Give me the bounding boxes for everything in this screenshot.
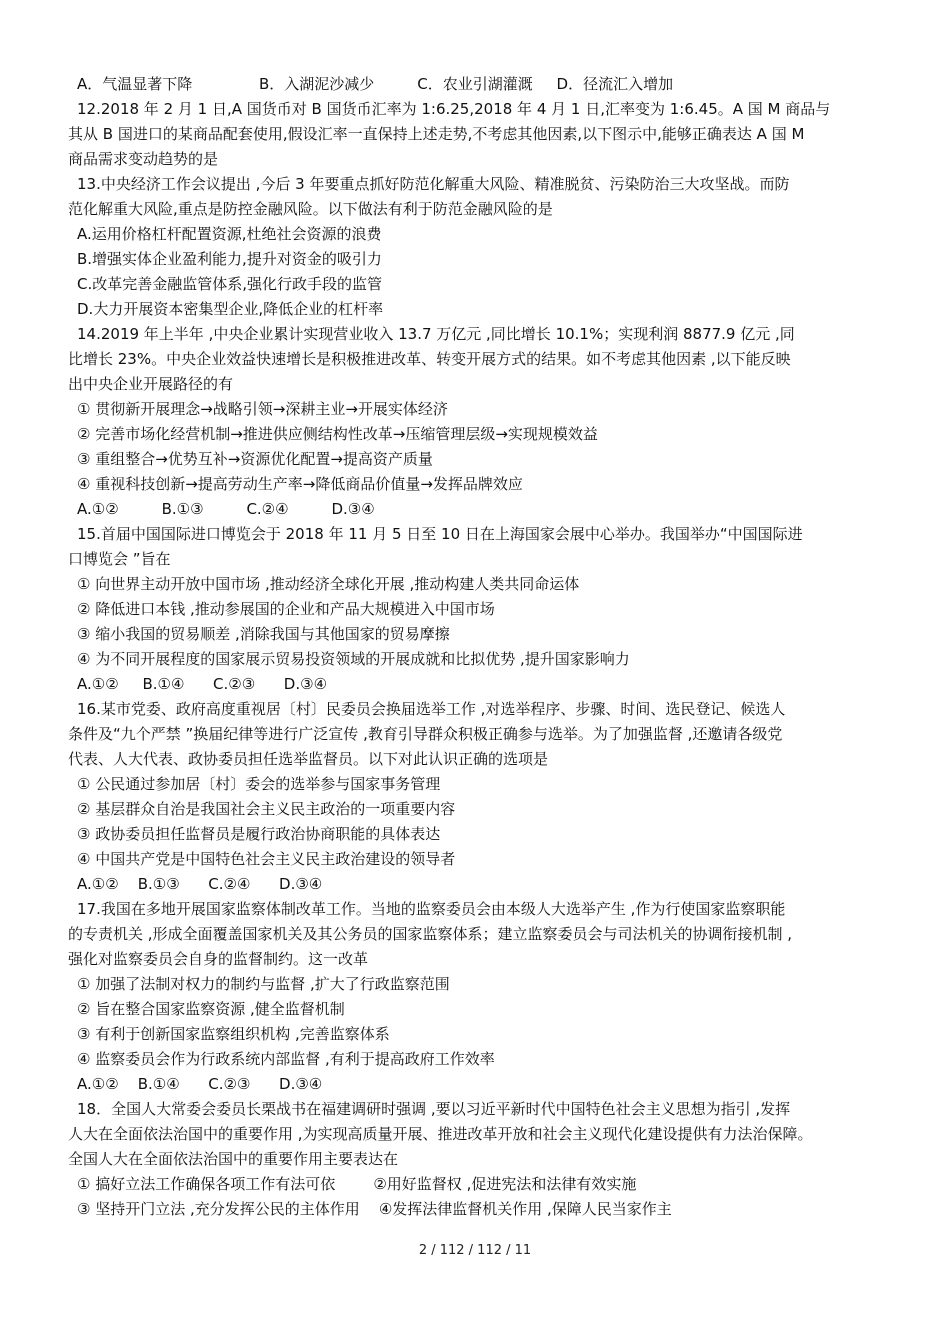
q16-stem-line-2: 条件及“九个严禁 ”换届纪律等进行广泛宣传 ,教育引导群众积极正确参与选举。为了加强监督 ,还邀请各级党 (68, 725, 783, 743)
q16-item-1: ① 公民通过参加居〔村〕委会的选举参与国家事务管理 (77, 775, 441, 793)
q15-item-1: ① 向世界主动开放中国市场 ,推动经济全球化开展 ,推动构建人类共同命运体 (77, 575, 580, 593)
q14-stem-line-1: 14.2019 年上半年 ,中央企业累计实现营业收入 13.7 万亿元 ,同比增长 10.1%；实现利润 8877.9 亿元 ,同 (77, 325, 795, 343)
q13-option-d: D.大力开展资本密集型企业,降低企业的杠杆率 (77, 300, 384, 318)
q17-stem-line-2: 的专责机关 ,形成全面覆盖国家机关及其公务员的国家监察体系；建立监察委员会与司法机关的协调衔接机制 , (68, 925, 793, 943)
q17-item-3: ③ 有利于创新国家监察组织机构 ,完善监察体系 (77, 1025, 390, 1043)
q15-stem-line-2: 口博览会 ”旨在 (68, 550, 171, 568)
q13-stem-line-2: 范化解重大风险,重点是防控金融风险。以下做法有利于防范金融风险的是 (68, 200, 553, 218)
q17-item-4: ④ 监察委员会作为行政系统内部监督 ,有利于提高政府工作效率 (77, 1050, 495, 1068)
q17-item-1: ① 加强了法制对权力的制约与监督 ,扩大了行政监察范围 (77, 975, 450, 993)
q16-item-4: ④ 中国共产党是中国特色社会主义民主政治建设的领导者 (77, 850, 456, 868)
q14-stem-line-2: 比增长 23%。中央企业效益快速增长是积极推进改革、转变开展方式的结果。如不考虑其他因素 ,以下能反映 (68, 350, 791, 368)
q16-options: A.①② B.①③ C.②④ D.③④ (77, 875, 323, 893)
q18-items-row-1: ① 搞好立法工作确保各项工作有法可依 ②用好监督权 ,促进宪法和法律有效实施 (77, 1175, 637, 1193)
q15-item-2: ② 降低进口本钱 ,推动参展国的企业和产品大规模进入中国市场 (77, 600, 495, 618)
q12-stem-line-3: 商品需求变动趋势的是 (68, 150, 219, 168)
q13-stem-line-1: 13.中央经济工作会议提出 ,今后 3 年要重点抓好防范化解重大风险、精准脱贫、污染防治三大攻坚战。而防 (77, 175, 790, 193)
q14-item-2: ② 完善市场化经营机制→推进供应侧结构性改革→压缩管理层级→实现规模效益 (77, 425, 598, 443)
q15-options: A.①② B.①④ C.②③ D.③④ (77, 675, 328, 693)
q13-option-c: C.改革完善金融监管体系,强化行政手段的监管 (77, 275, 383, 293)
q16-item-2: ② 基层群众自治是我国社会主义民主政治的一项重要内容 (77, 800, 456, 818)
q17-item-2: ② 旨在整合国家监察资源 ,健全监督机制 (77, 1000, 345, 1018)
q18-stem-line-3: 全国人大在全面依法治国中的重要作用主要表达在 (68, 1150, 399, 1168)
document-body (68, 72, 890, 1222)
q17-stem-line-1: 17.我国在多地开展国家监察体制改革工作。当地的监察委员会由本级人大选举产生 ,作为行使国家监察职能 (77, 900, 786, 918)
q17-stem-line-3: 强化对监察委员会自身的监督制约。这一改革 (68, 950, 369, 968)
q18-stem-line-1: 18．全国人大常委会委员长栗战书在福建调研时强调 ,要以习近平新时代中国特色社会主义思想为指引 ,发挥 (77, 1100, 791, 1118)
q12-stem-line-2: 其从 B 国进口的某商品配套使用,假设汇率一直保持上述走势,不考虑其他因素,以下图示中,能够正确表达 A 国 M (68, 125, 805, 143)
q13-option-b: B.增强实体企业盈利能力,提升对资金的吸引力 (77, 250, 382, 268)
q14-options: A.①② B.①③ C.②④ D.③④ (77, 500, 375, 518)
page-number: 2 / 112 / 112 / 11 (418, 1243, 532, 1258)
q16-stem-line-1: 16.某市党委、政府高度重视居〔村〕民委员会换届选举工作 ,对选举程序、步骤、时间、选民登记、候选人 (77, 700, 786, 718)
q14-item-4: ④ 重视科技创新→提高劳动生产率→降低商品价值量→发挥品牌效应 (77, 475, 523, 493)
q15-stem-line-1: 15.首届中国国际进口博览会于 2018 年 11 月 5 日至 10 日在上海国家会展中心举办。我国举办“中国国际进 (77, 525, 803, 543)
q14-item-1: ① 贯彻新开展理念→战略引领→深耕主业→开展实体经济 (77, 400, 448, 418)
q12-stem-line-1: 12.2018 年 2 月 1 日,A 国货币对 B 国货币汇率为 1:6.25,2018 年 4 月 1 日,汇率变为 1:6.45。A 国 M 商品与 (77, 100, 831, 118)
q13-option-a: A.运用价格杠杆配置资源,杜绝社会资源的浪费 (77, 225, 382, 243)
q14-stem-line-3: 出中央企业开展路径的有 (68, 375, 234, 393)
q15-item-3: ③ 缩小我国的贸易顺差 ,消除我国与其他国家的贸易摩擦 (77, 625, 450, 643)
q17-options: A.①② B.①④ C.②③ D.③④ (77, 1075, 323, 1093)
q11-options: A．气温显著下降 B．入湖泥沙减少 C．农业引湖灌溉 D．径流汇入增加 (77, 75, 674, 93)
q16-stem-line-3: 代表、人大代表、政协委员担任选举监督员。以下对此认识正确的选项是 (68, 750, 549, 768)
q14-item-3: ③ 重组整合→优势互补→资源优化配置→提高资产质量 (77, 450, 433, 468)
q15-item-4: ④ 为不同开展程度的国家展示贸易投资领域的开展成就和比拟优势 ,提升国家影响力 (77, 650, 630, 668)
q18-items-row-2: ③ 坚持开门立法 ,充分发挥公民的主体作用 ④发挥法律监督机关作用 ,保障人民当家作主 (77, 1200, 672, 1218)
q16-item-3: ③ 政协委员担任监督员是履行政治协商职能的具体表达 (77, 825, 441, 843)
q18-stem-line-2: 人大在全面依法治国中的重要作用 ,为实现高质量开展、推进改革开放和社会主义现代化建设提供有力法治保障。 (68, 1125, 813, 1143)
